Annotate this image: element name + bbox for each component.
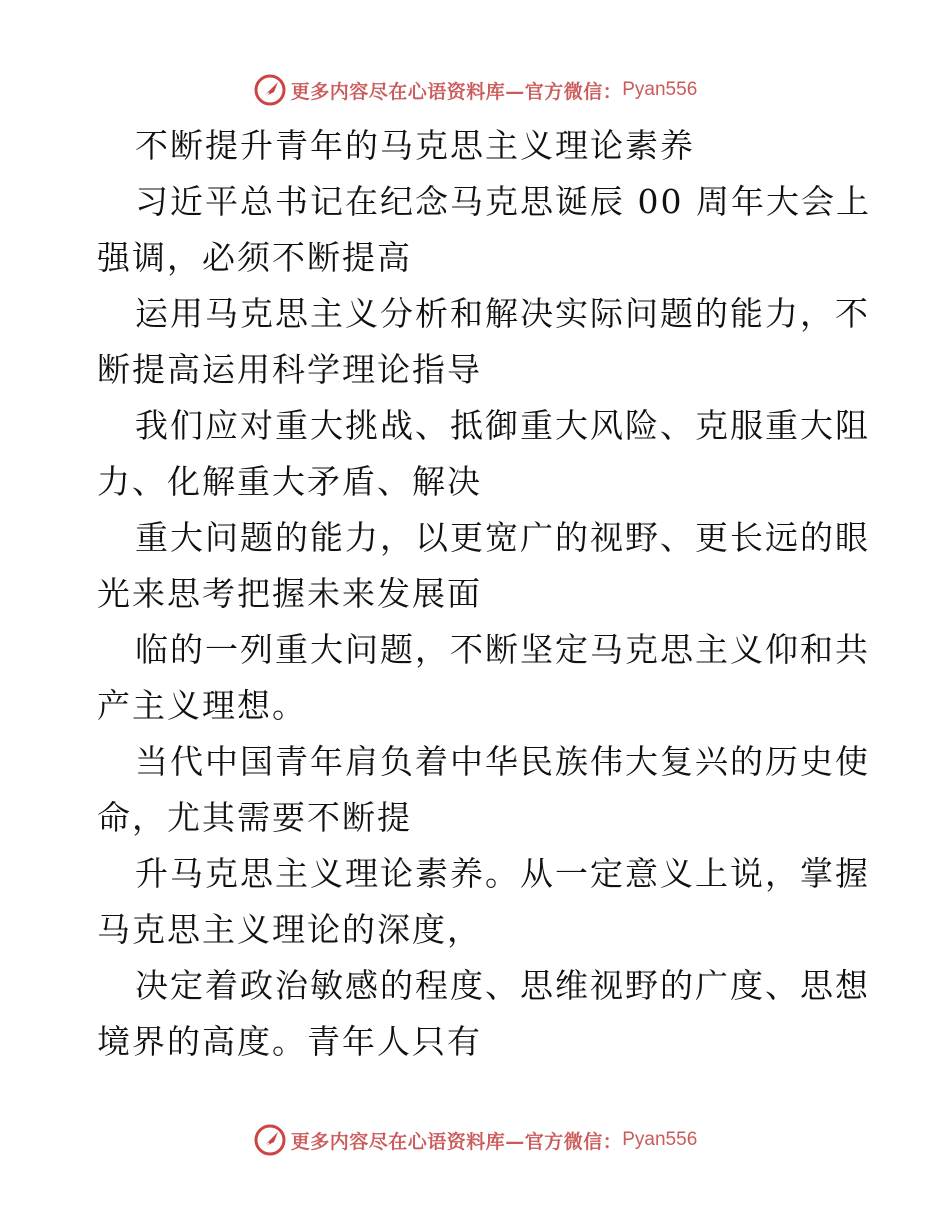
text-line: 重大问题的能力，以更宽广的视野、更长远的眼 <box>135 518 870 557</box>
text-line: 运用马克思主义分析和解决实际问题的能力，不 <box>135 294 870 333</box>
text-line: 升马克思主义理论素养。从一定意义上说，掌握 <box>135 854 870 893</box>
text-line: 不断提升青年的马克思主义理论素养 <box>135 126 695 165</box>
body-text <box>97 118 871 1070</box>
text-line: 力、化解重大矛盾、解决 <box>97 462 482 501</box>
text-line: 命，尤其需要不断提 <box>97 798 412 837</box>
text-line: 马克思主义理论的深度， <box>97 910 482 949</box>
banner-text: 更多内容尽在心语资料库—官方微信： <box>290 80 623 103</box>
text-line: 境界的高度。青年人只有 <box>97 1022 482 1061</box>
text-line: 决定着政治敏感的程度、思维视野的广度、思想 <box>135 966 870 1005</box>
banner-wechat-id: Pyan556 <box>622 79 698 100</box>
footer-banner <box>0 1120 950 1160</box>
banner-text: 更多内容尽在心语资料库—官方微信： <box>290 1130 623 1153</box>
quill-logo-icon <box>253 73 287 107</box>
text-line: 产主义理想。 <box>97 686 307 725</box>
text-line: 强调，必须不断提高 <box>97 238 412 277</box>
banner-wechat-id: Pyan556 <box>622 1129 698 1150</box>
header-banner <box>0 70 950 110</box>
text-line: 我们应对重大挑战、抵御重大风险、克服重大阻 <box>135 406 870 445</box>
quill-logo-icon <box>253 1123 287 1157</box>
text-line: 光来思考把握未来发展面 <box>97 574 482 613</box>
text-line: 习近平总书记在纪念马克思诞辰 00 周年大会上 <box>135 182 871 221</box>
text-line: 断提高运用科学理论指导 <box>97 350 482 389</box>
text-line: 当代中国青年肩负着中华民族伟大复兴的历史使 <box>135 742 870 781</box>
text-line: 临的一列重大问题，不断坚定马克思主义仰和共 <box>135 630 870 669</box>
